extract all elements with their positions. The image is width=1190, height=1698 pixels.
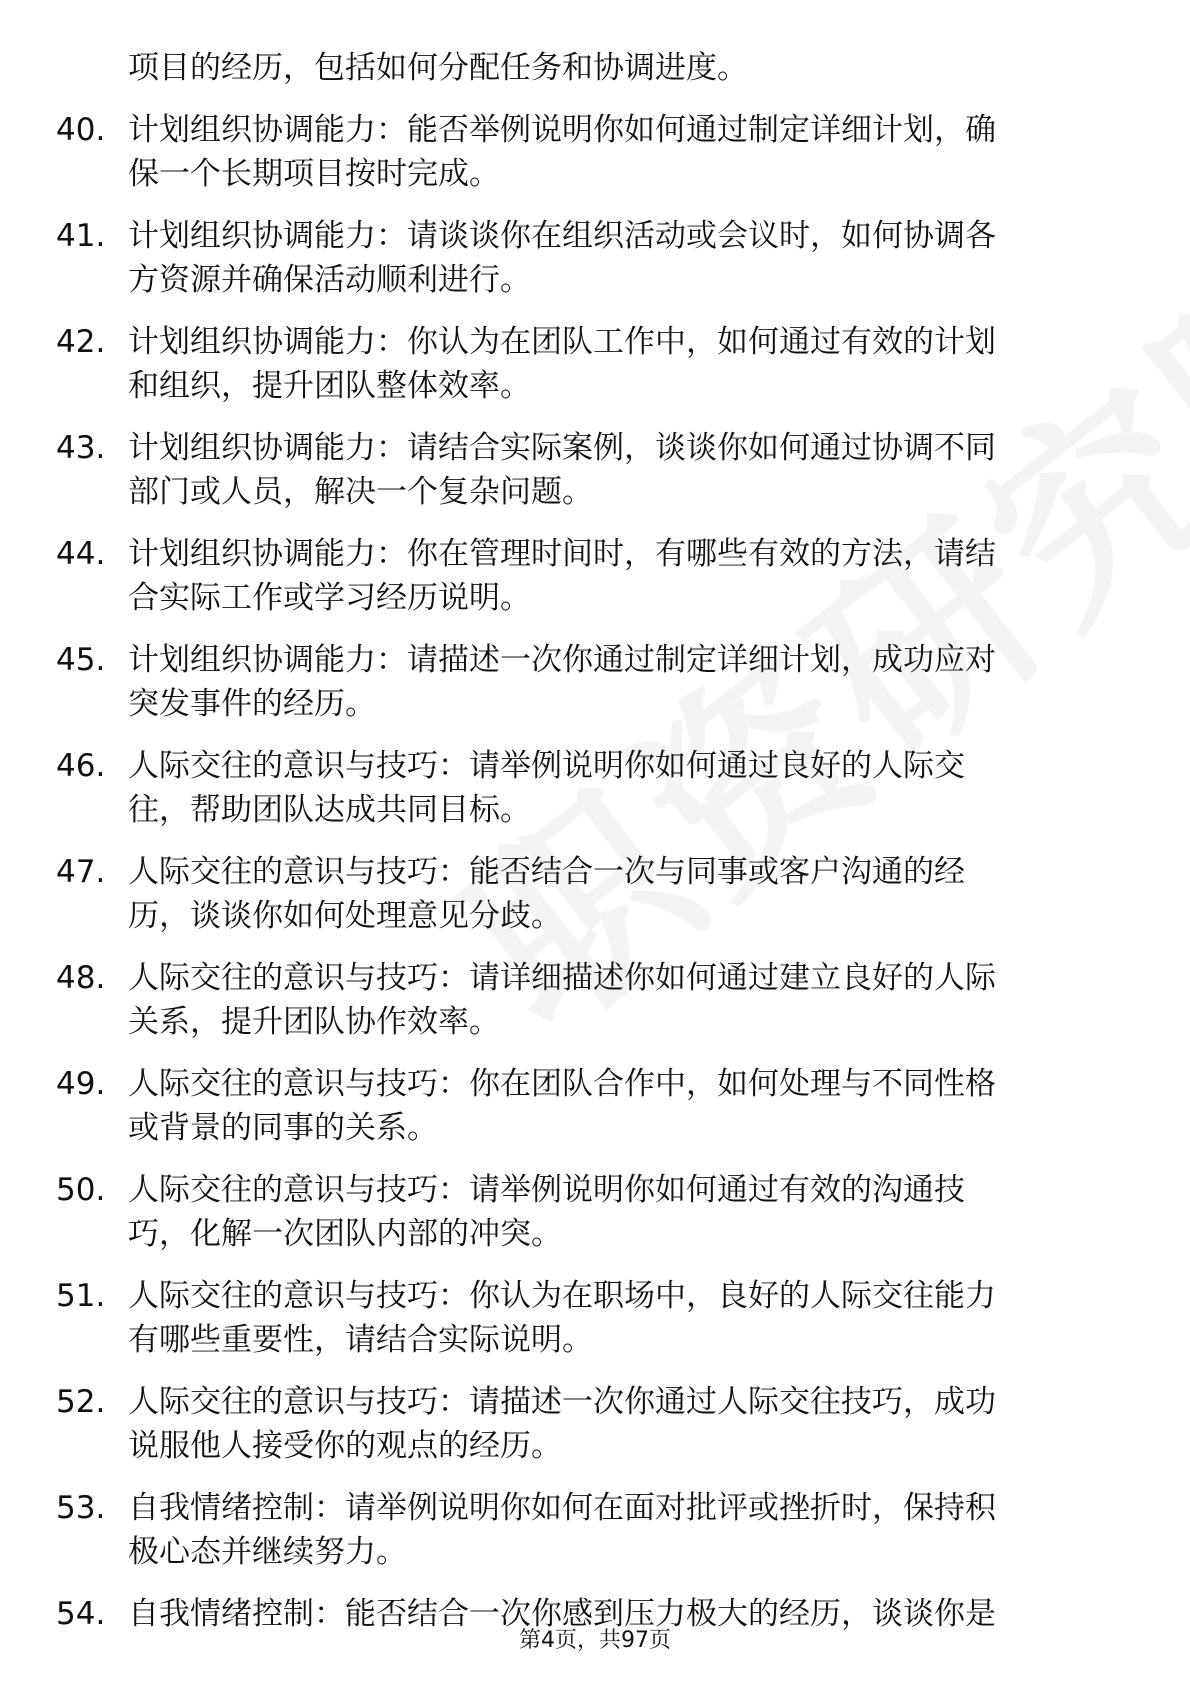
item-number: 44.	[56, 536, 106, 572]
item-number: 43.	[56, 430, 106, 466]
list-item	[0, 956, 1190, 1062]
continuation-text: 项目的经历，包括如何分配任务和协调进度。	[128, 50, 748, 86]
list-item	[0, 850, 1190, 956]
item-text: 自我情绪控制：能否结合一次你感到压力极大的经历，谈谈你是	[128, 1596, 996, 1632]
list-item	[0, 214, 1190, 320]
list-item	[0, 108, 1190, 214]
list-item	[0, 1168, 1190, 1274]
item-number: 54.	[56, 1596, 106, 1632]
item-text: 人际交往的意识与技巧：请举例说明你如何通过有效的沟通技 巧，化解一次团队内部的冲突。	[128, 1172, 965, 1252]
list-item	[0, 532, 1190, 638]
item-number: 40.	[56, 112, 106, 148]
item-text: 人际交往的意识与技巧：请详细描述你如何通过建立良好的人际 关系，提升团队协作效率。	[128, 960, 996, 1040]
item-number: 50.	[56, 1172, 106, 1208]
list-item	[0, 638, 1190, 744]
item-text: 计划组织协调能力：能否举例说明你如何通过制定详细计划，确 保一个长期项目按时完成。	[128, 112, 996, 192]
list-item	[0, 426, 1190, 532]
item-number: 51.	[56, 1278, 106, 1314]
list-item	[0, 1486, 1190, 1592]
item-text: 人际交往的意识与技巧：能否结合一次与同事或客户沟通的经 历，谈谈你如何处理意见分歧。	[128, 854, 965, 934]
item-number: 45.	[56, 642, 106, 678]
item-text: 计划组织协调能力：你认为在团队工作中，如何通过有效的计划 和组织，提升团队整体效率。	[128, 324, 996, 404]
list-item	[0, 744, 1190, 850]
item-number: 52.	[56, 1384, 106, 1420]
question-list	[0, 108, 1190, 1698]
list-item	[0, 320, 1190, 426]
item-text: 计划组织协调能力：请描述一次你通过制定详细计划，成功应对 突发事件的经历。	[128, 642, 996, 722]
list-item	[0, 1062, 1190, 1168]
page-footer: 第4页，共97页	[519, 1628, 671, 1653]
item-number: 42.	[56, 324, 106, 360]
item-text: 人际交往的意识与技巧：请描述一次你通过人际交往技巧，成功 说服他人接受你的观点的经历。	[128, 1384, 996, 1464]
list-item	[0, 1380, 1190, 1486]
item-text: 计划组织协调能力：请谈谈你在组织活动或会议时，如何协调各 方资源并确保活动顺利进行。	[128, 218, 996, 298]
item-text: 自我情绪控制：请举例说明你如何在面对批评或挫折时，保持积 极心态并继续努力。	[128, 1490, 996, 1570]
item-number: 49.	[56, 1066, 106, 1102]
item-text: 计划组织协调能力：请结合实际案例，谈谈你如何通过协调不同 部门或人员，解决一个复杂问题。	[128, 430, 996, 510]
item-text: 计划组织协调能力：你在管理时间时，有哪些有效的方法，请结 合实际工作或学习经历说明。	[128, 536, 996, 616]
item-number: 48.	[56, 960, 106, 996]
item-number: 53.	[56, 1490, 106, 1526]
item-text: 人际交往的意识与技巧：你认为在职场中，良好的人际交往能力 有哪些重要性，请结合实际说明。	[128, 1278, 996, 1358]
item-text: 人际交往的意识与技巧：你在团队合作中，如何处理与不同性格 或背景的同事的关系。	[128, 1066, 996, 1146]
item-number: 47.	[56, 854, 106, 890]
item-text: 人际交往的意识与技巧：请举例说明你如何通过良好的人际交 往，帮助团队达成共同目标。	[128, 748, 965, 828]
list-item	[0, 1274, 1190, 1380]
item-number: 46.	[56, 748, 106, 784]
item-number: 41.	[56, 218, 106, 254]
